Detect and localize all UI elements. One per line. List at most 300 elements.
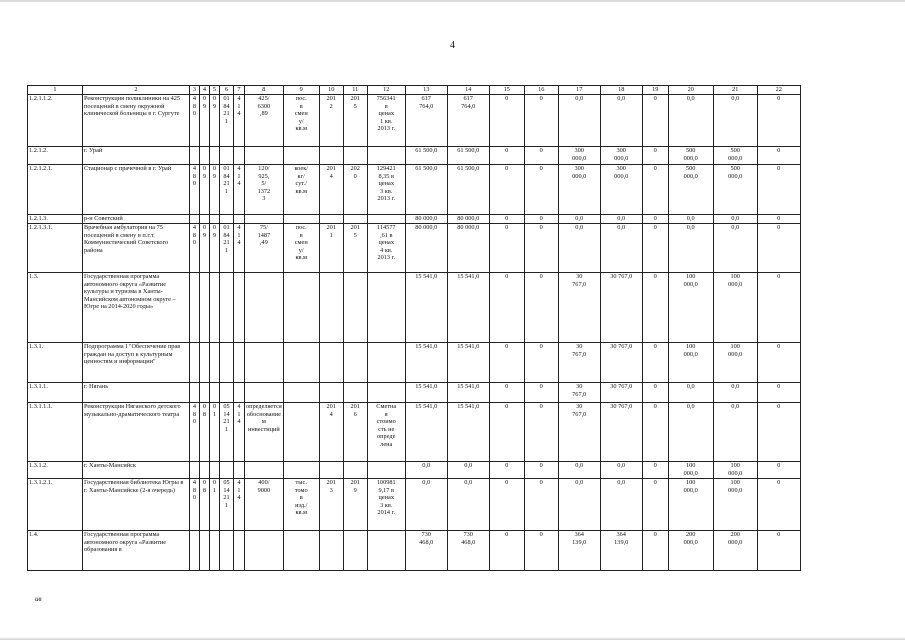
value-cell: 0,0: [600, 224, 642, 273]
table-row: [28, 462, 801, 479]
table-row: [28, 147, 801, 165]
row-number-cell: 1.3.: [28, 273, 83, 343]
header-cell: 7: [234, 86, 245, 95]
value-cell: 0: [489, 403, 524, 462]
value-cell: [220, 343, 234, 383]
value-cell: 200 000,0: [668, 531, 713, 571]
row-number-cell: 1.2.1.3.: [28, 215, 83, 224]
value-cell: [190, 147, 200, 165]
scan-edge-top: [0, 0, 905, 2]
header-cell: 10: [319, 86, 343, 95]
value-cell: 0,0: [713, 403, 757, 462]
value-cell: 15 541,0: [447, 273, 489, 343]
table-row: [28, 403, 801, 462]
value-cell: [200, 215, 210, 224]
value-cell: 425/ 6300 ,89: [245, 95, 284, 147]
value-cell: 0,0: [713, 215, 757, 224]
value-cell: [220, 273, 234, 343]
value-cell: 100 000,0: [668, 462, 713, 479]
value-cell: 0: [489, 224, 524, 273]
value-cell: 617 764,0: [447, 95, 489, 147]
value-cell: 756341 в ценах 1 кв. 2013 г.: [367, 95, 405, 147]
value-cell: 0,0: [447, 462, 489, 479]
value-cell: [283, 403, 319, 462]
value-cell: 0,0: [668, 224, 713, 273]
row-number-cell: 1.4.: [28, 531, 83, 571]
value-cell: [200, 147, 210, 165]
value-cell: 500 000,0: [668, 165, 713, 215]
value-cell: 15 541,0: [447, 403, 489, 462]
value-cell: [200, 343, 210, 383]
value-cell: 0,0: [668, 95, 713, 147]
value-cell: 202 0: [343, 165, 367, 215]
value-cell: 0: [524, 147, 558, 165]
header-cell: 12: [367, 86, 405, 95]
value-cell: 0: [642, 95, 668, 147]
value-cell: 120/ 925, 5/ 1372 3: [245, 165, 284, 215]
value-cell: 0,0: [405, 479, 447, 531]
value-cell: 300 000,0: [600, 165, 642, 215]
value-cell: коек/ кг/ сут./ кв.м: [283, 165, 319, 215]
value-cell: 0: [524, 165, 558, 215]
object-name-cell: Подпрограмма I "Обеспечение прав граждан на доступ к культурным ценностям и информации": [83, 343, 190, 383]
value-cell: 15 541,0: [405, 273, 447, 343]
value-cell: 730 468,0: [447, 531, 489, 571]
value-cell: 0: [757, 273, 800, 343]
value-cell: 0,0: [713, 383, 757, 403]
value-cell: [210, 147, 220, 165]
value-cell: 0: [642, 273, 668, 343]
value-cell: 0: [757, 224, 800, 273]
header-cell: 4: [200, 86, 210, 95]
value-cell: 0: [757, 95, 800, 147]
value-cell: 0: [642, 215, 668, 224]
value-cell: 15 541,0: [405, 383, 447, 403]
header-cell: 22: [757, 86, 800, 95]
value-cell: [283, 273, 319, 343]
value-cell: 0,0: [668, 403, 713, 462]
object-name-cell: Стационар с прачечной в г. Урай: [83, 165, 190, 215]
value-cell: 129421 8,35 в ценах 3 кв. 2013 г.: [367, 165, 405, 215]
value-cell: [319, 383, 343, 403]
header-cell: 2: [83, 86, 190, 95]
value-cell: 30 767,0: [600, 383, 642, 403]
value-cell: [283, 462, 319, 479]
value-cell: 0: [524, 215, 558, 224]
value-cell: 0: [757, 383, 800, 403]
value-cell: 0,0: [558, 479, 600, 531]
value-cell: 0: [757, 215, 800, 224]
value-cell: 201 4: [319, 165, 343, 215]
value-cell: [245, 343, 284, 383]
value-cell: [367, 343, 405, 383]
object-name-cell: Государственная программа автономного округа «Развитие образования в: [83, 531, 190, 571]
header-cell: 17: [558, 86, 600, 95]
value-cell: 0: [757, 403, 800, 462]
value-cell: 0: [524, 383, 558, 403]
object-name-cell: г. Ханты-Мансийск: [83, 462, 190, 479]
value-cell: [245, 215, 284, 224]
row-number-cell: 1.2.1.1.2.: [28, 95, 83, 147]
value-cell: 0: [489, 462, 524, 479]
row-number-cell: 1.3.1.2.: [28, 462, 83, 479]
table-row: [28, 95, 801, 147]
value-cell: [283, 215, 319, 224]
value-cell: 4 8 0: [190, 403, 200, 462]
value-cell: 100 000,0: [713, 479, 757, 531]
value-cell: 61 500,0: [447, 165, 489, 215]
value-cell: 30 767,0: [600, 273, 642, 343]
value-cell: [319, 462, 343, 479]
header-cell: 16: [524, 86, 558, 95]
value-cell: [210, 215, 220, 224]
value-cell: 0 9: [210, 95, 220, 147]
table-row: [28, 343, 801, 383]
value-cell: 100 000,0: [713, 462, 757, 479]
value-cell: [283, 383, 319, 403]
value-cell: 30 767,0: [558, 273, 600, 343]
value-cell: 0,0: [600, 479, 642, 531]
value-cell: 30 767,0: [600, 343, 642, 383]
value-cell: [220, 147, 234, 165]
value-cell: 201 3: [319, 479, 343, 531]
value-cell: 0 9: [200, 95, 210, 147]
table-row: [28, 273, 801, 343]
footer-initials: ив: [35, 595, 42, 603]
value-cell: Сметна я стоимо сть не опреде лена: [367, 403, 405, 462]
value-cell: [343, 273, 367, 343]
value-cell: 400/ 9000: [245, 479, 284, 531]
value-cell: 100 000,0: [713, 273, 757, 343]
table-row: [28, 531, 801, 571]
value-cell: 201 4: [319, 403, 343, 462]
value-cell: 0: [489, 147, 524, 165]
object-name-cell: Реконструкция поликлиники на 425 посещений в смену окружной клинической больницы в г. Сургуте: [83, 95, 190, 147]
value-cell: [367, 215, 405, 224]
value-cell: 0: [757, 343, 800, 383]
value-cell: 15 541,0: [405, 343, 447, 383]
value-cell: 730 468,0: [405, 531, 447, 571]
value-cell: 0: [642, 479, 668, 531]
value-cell: 300 000,0: [600, 147, 642, 165]
value-cell: 15 541,0: [405, 403, 447, 462]
value-cell: 0,0: [447, 479, 489, 531]
value-cell: 114577 ,61 в ценах 4 кв. 2013 г.: [367, 224, 405, 273]
value-cell: [283, 531, 319, 571]
value-cell: [283, 343, 319, 383]
value-cell: 201 1: [319, 224, 343, 273]
value-cell: 75/ 1487 ,49: [245, 224, 284, 273]
row-number-cell: 1.2.1.3.1.: [28, 224, 83, 273]
value-cell: 617 764,0: [405, 95, 447, 147]
header-cell: 1: [28, 86, 83, 95]
value-cell: 0: [757, 462, 800, 479]
value-cell: [220, 383, 234, 403]
object-name-cell: г. Урай: [83, 147, 190, 165]
value-cell: 500 000,0: [713, 147, 757, 165]
object-name-cell: Государственная программа автономного округа «Развитие культуры и туризма в Ханты-Мансийском автономном округе – Югре на 2014-2020 годы»: [83, 273, 190, 343]
value-cell: 0: [489, 479, 524, 531]
value-cell: [210, 462, 220, 479]
value-cell: 500 000,0: [713, 165, 757, 215]
value-cell: [343, 462, 367, 479]
value-cell: пос. в смен у/ кв.м: [283, 224, 319, 273]
value-cell: 201 2: [319, 95, 343, 147]
value-cell: [200, 462, 210, 479]
value-cell: 0,0: [558, 462, 600, 479]
value-cell: [367, 273, 405, 343]
object-name-cell: Реконструкция Няганского детского музыкально-драматического театра: [83, 403, 190, 462]
value-cell: [220, 462, 234, 479]
value-cell: 201 9: [343, 479, 367, 531]
value-cell: 4 8 0: [190, 224, 200, 273]
table-row: [28, 215, 801, 224]
value-cell: 61 500,0: [405, 147, 447, 165]
value-cell: определяется обоснование м инвестиций: [245, 403, 284, 462]
value-cell: [200, 531, 210, 571]
value-cell: [245, 383, 284, 403]
value-cell: 0: [757, 165, 800, 215]
header-cell: 21: [713, 86, 757, 95]
value-cell: [283, 147, 319, 165]
value-cell: [190, 273, 200, 343]
value-cell: [367, 383, 405, 403]
row-number-cell: 1.2.1.2.: [28, 147, 83, 165]
value-cell: 0,0: [713, 95, 757, 147]
value-cell: 0: [524, 479, 558, 531]
value-cell: [245, 147, 284, 165]
value-cell: [367, 531, 405, 571]
value-cell: 0 9: [210, 165, 220, 215]
row-number-cell: 1.3.1.1.: [28, 383, 83, 403]
value-cell: 0: [757, 479, 800, 531]
header-cell: 9: [283, 86, 319, 95]
value-cell: 0: [489, 343, 524, 383]
value-cell: 0 8: [200, 479, 210, 531]
header-cell: 13: [405, 86, 447, 95]
value-cell: 0 9: [200, 165, 210, 215]
value-cell: 4 1 4: [234, 479, 245, 531]
object-name-cell: Врачебная амбулатория на 75 посещений в смену в п.г.т. Коммунистический Советского района: [83, 224, 190, 273]
value-cell: [245, 531, 284, 571]
value-cell: [234, 462, 245, 479]
value-cell: 0: [489, 95, 524, 147]
value-cell: 0: [489, 273, 524, 343]
value-cell: 0: [524, 273, 558, 343]
value-cell: 4 1 4: [234, 95, 245, 147]
value-cell: 0: [524, 462, 558, 479]
header-cell: 15: [489, 86, 524, 95]
value-cell: [319, 147, 343, 165]
value-cell: [343, 215, 367, 224]
value-cell: 0: [757, 147, 800, 165]
value-cell: [220, 215, 234, 224]
value-cell: 0: [642, 224, 668, 273]
object-name-cell: г. Нягань: [83, 383, 190, 403]
value-cell: тыс. томо в изд./ кв.м: [283, 479, 319, 531]
value-cell: 30 767,0: [558, 383, 600, 403]
value-cell: 0: [642, 147, 668, 165]
value-cell: 0: [524, 531, 558, 571]
header-row: [28, 86, 801, 95]
header-cell: 8: [245, 86, 284, 95]
value-cell: 4 1 4: [234, 403, 245, 462]
header-cell: 11: [343, 86, 367, 95]
value-cell: 80 000,0: [405, 215, 447, 224]
value-cell: [190, 343, 200, 383]
row-number-cell: 1.3.1.: [28, 343, 83, 383]
value-cell: 30 767,0: [558, 403, 600, 462]
value-cell: [220, 531, 234, 571]
value-cell: 300 000,0: [558, 165, 600, 215]
object-name-cell: Государственная библиотека Югры в г. Ханты-Мансийске (2-я очередь): [83, 479, 190, 531]
value-cell: 0: [524, 224, 558, 273]
value-cell: 0,0: [600, 462, 642, 479]
value-cell: [210, 383, 220, 403]
value-cell: 500 000,0: [668, 147, 713, 165]
header-cell: 6: [220, 86, 234, 95]
header-cell: 14: [447, 86, 489, 95]
value-cell: 4 8 0: [190, 165, 200, 215]
value-cell: [210, 273, 220, 343]
value-cell: 80 000,0: [447, 215, 489, 224]
value-cell: [200, 383, 210, 403]
table-row: [28, 383, 801, 403]
value-cell: [343, 343, 367, 383]
value-cell: 201 6: [343, 403, 367, 462]
value-cell: 0: [489, 531, 524, 571]
value-cell: [190, 531, 200, 571]
value-cell: 0,0: [668, 215, 713, 224]
value-cell: 4 1 4: [234, 224, 245, 273]
value-cell: 4 8 0: [190, 479, 200, 531]
value-cell: 0: [524, 403, 558, 462]
value-cell: 80 000,0: [405, 224, 447, 273]
value-cell: [319, 215, 343, 224]
value-cell: 0: [524, 95, 558, 147]
value-cell: 0: [642, 383, 668, 403]
value-cell: 30 767,0: [558, 343, 600, 383]
value-cell: [245, 273, 284, 343]
value-cell: 0 9: [210, 224, 220, 273]
value-cell: [210, 531, 220, 571]
value-cell: [367, 147, 405, 165]
value-cell: [367, 462, 405, 479]
value-cell: 0,0: [600, 215, 642, 224]
table-row: [28, 479, 801, 531]
value-cell: 01 84 21 1: [220, 224, 234, 273]
object-name-cell: р-н Советский: [83, 215, 190, 224]
value-cell: [190, 215, 200, 224]
value-cell: 0: [489, 215, 524, 224]
value-cell: 30 767,0: [600, 403, 642, 462]
value-cell: 364 139,0: [558, 531, 600, 571]
value-cell: [200, 273, 210, 343]
value-cell: 4 8 0: [190, 95, 200, 147]
value-cell: 0: [642, 462, 668, 479]
value-cell: 0: [642, 343, 668, 383]
header-cell: 3: [190, 86, 200, 95]
value-cell: 0: [642, 403, 668, 462]
value-cell: [234, 215, 245, 224]
value-cell: 0: [489, 383, 524, 403]
value-cell: 100 000,0: [668, 273, 713, 343]
value-cell: 0,0: [558, 215, 600, 224]
value-cell: 0: [642, 531, 668, 571]
value-cell: 201 5: [343, 95, 367, 147]
value-cell: [234, 273, 245, 343]
value-cell: [319, 343, 343, 383]
value-cell: 0: [757, 531, 800, 571]
value-cell: 0,0: [668, 383, 713, 403]
row-number-cell: 1.3.1.1.1.: [28, 403, 83, 462]
value-cell: 0,0: [558, 95, 600, 147]
value-cell: 0: [489, 165, 524, 215]
table-row: [28, 224, 801, 273]
value-cell: 364 139,0: [600, 531, 642, 571]
value-cell: 201 5: [343, 224, 367, 273]
value-cell: [190, 383, 200, 403]
value-cell: [210, 343, 220, 383]
value-cell: [343, 147, 367, 165]
value-cell: 0,0: [600, 95, 642, 147]
value-cell: 80 000,0: [447, 224, 489, 273]
value-cell: 0,0: [405, 462, 447, 479]
value-cell: 0: [524, 343, 558, 383]
row-number-cell: 1.2.1.2.1.: [28, 165, 83, 215]
value-cell: [190, 462, 200, 479]
value-cell: 100981 9,17 в ценах 3 кв. 2014 г.: [367, 479, 405, 531]
value-cell: [234, 343, 245, 383]
value-cell: 05 14 21 1: [220, 403, 234, 462]
row-number-cell: 1.3.1.2.1.: [28, 479, 83, 531]
value-cell: [234, 383, 245, 403]
value-cell: 0 1: [210, 479, 220, 531]
value-cell: 100 000,0: [668, 479, 713, 531]
value-cell: [234, 147, 245, 165]
value-cell: [234, 531, 245, 571]
value-cell: 100 000,0: [713, 343, 757, 383]
value-cell: 0,0: [713, 224, 757, 273]
page-number: 4: [450, 40, 455, 51]
table-row: [28, 165, 801, 215]
header-cell: 20: [668, 86, 713, 95]
value-cell: 61 500,0: [405, 165, 447, 215]
value-cell: 61 500,0: [447, 147, 489, 165]
value-cell: 300 000,0: [558, 147, 600, 165]
header-cell: 18: [600, 86, 642, 95]
header-cell: 19: [642, 86, 668, 95]
value-cell: 0 1: [210, 403, 220, 462]
value-cell: 4 1 4: [234, 165, 245, 215]
value-cell: 01 84 21 1: [220, 165, 234, 215]
value-cell: 100 000,0: [668, 343, 713, 383]
value-cell: [343, 383, 367, 403]
value-cell: 05 14 21 1: [220, 479, 234, 531]
value-cell: 15 541,0: [447, 343, 489, 383]
value-cell: 15 541,0: [447, 383, 489, 403]
value-cell: [343, 531, 367, 571]
value-cell: [319, 531, 343, 571]
value-cell: 0 8: [200, 403, 210, 462]
value-cell: [319, 273, 343, 343]
header-cell: 5: [210, 86, 220, 95]
value-cell: [245, 462, 284, 479]
value-cell: 0: [642, 165, 668, 215]
value-cell: 200 000,0: [713, 531, 757, 571]
value-cell: пос. в смен у/ кв.м: [283, 95, 319, 147]
value-cell: 01 84 21 1: [220, 95, 234, 147]
